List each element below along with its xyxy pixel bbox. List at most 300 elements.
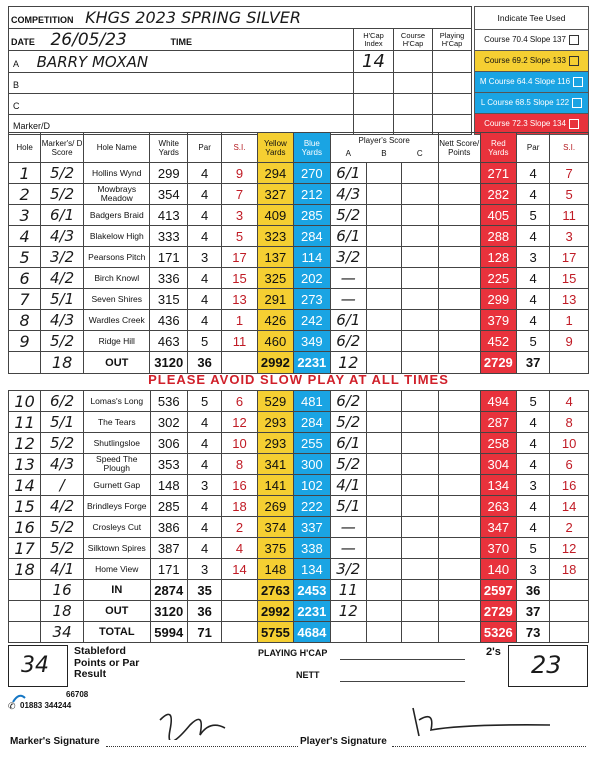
markers-signature-label: Marker's Signature (10, 736, 100, 747)
stableford-score: 34 (21, 653, 49, 678)
col-marker: Marker's/ D Score (41, 133, 84, 163)
stroke-index: 16 (222, 475, 257, 496)
blue-yards: 349 (294, 331, 330, 352)
marker-score: 5/2 (41, 538, 84, 559)
hole-row (9, 391, 589, 412)
player-c-score (402, 454, 438, 475)
phone-number: 01883 344244 (20, 701, 72, 710)
hole-name: Hollins Wynd (84, 163, 150, 184)
red-yards: 347 (480, 517, 516, 538)
hole-number: 11 (9, 412, 41, 433)
nett-score (438, 559, 480, 580)
yellow-yards: 460 (257, 331, 293, 352)
total-row (9, 580, 589, 601)
yellow-yards: 269 (257, 496, 293, 517)
blue-yards: 481 (294, 391, 330, 412)
out-label: OUT (84, 352, 150, 374)
hole-number: 8 (9, 310, 41, 331)
red-yards: 299 (480, 289, 516, 310)
yellow-yards: 327 (257, 184, 293, 205)
player-a-score: 6/2 (330, 391, 366, 412)
yellow-yards: 294 (257, 163, 293, 184)
total-white: 5994 (150, 622, 188, 643)
red-par: 4 (517, 226, 550, 247)
hole-row (9, 205, 589, 226)
red-stroke-index: 3 (550, 226, 589, 247)
nett-score (438, 310, 480, 331)
phone-code: 66708 (66, 690, 89, 699)
total-nett (438, 601, 480, 622)
out-yellow: 2992 (257, 352, 293, 374)
hole-number: 14 (9, 475, 41, 496)
total-white: 2874 (150, 580, 188, 601)
nett-score (438, 289, 480, 310)
col-si: S.I. (222, 133, 257, 163)
player-b-score (366, 184, 401, 205)
white-yards: 299 (150, 163, 188, 184)
total-nett (438, 580, 480, 601)
par: 5 (188, 331, 222, 352)
marker-score: 5/2 (41, 517, 84, 538)
red-stroke-index: 2 (550, 517, 589, 538)
hole-row (9, 268, 589, 289)
hole-name: Birch Knowl (84, 268, 150, 289)
nett-score (438, 205, 480, 226)
date-value: 26/05/23 (50, 29, 127, 50)
hole-row (9, 184, 589, 205)
tee-blue-l[interactable]: L Course 68.5 Slope 122 (475, 93, 589, 114)
player-c-score (402, 496, 438, 517)
marker-score: 4/3 (41, 310, 84, 331)
red-stroke-index: 14 (550, 496, 589, 517)
course-hcap-label: Course H'Cap (394, 29, 433, 51)
nett-score (438, 163, 480, 184)
total-blue: 4684 (294, 622, 330, 643)
white-yards: 171 (150, 247, 188, 268)
yellow-yards: 409 (257, 205, 293, 226)
stroke-index: 10 (222, 433, 257, 454)
red-par: 4 (517, 412, 550, 433)
player-c-score (402, 247, 438, 268)
red-yards: 282 (480, 184, 516, 205)
hole-row (9, 412, 589, 433)
red-stroke-index: 6 (550, 454, 589, 475)
out-red-par: 37 (517, 352, 550, 374)
player-c-score (402, 559, 438, 580)
front-header-row (9, 133, 589, 163)
total-label: OUT (84, 601, 150, 622)
competition-value: KHGS 2023 SPRING SILVER (85, 8, 301, 27)
blue-yards: 338 (294, 538, 330, 559)
white-yards: 536 (150, 391, 188, 412)
total-row (9, 622, 589, 643)
tee-table (474, 6, 589, 135)
col-par2: Par (517, 133, 550, 163)
player-a-score: 3/2 (330, 559, 366, 580)
tee-blue-m[interactable]: M Course 64.4 Slope 116 (475, 72, 589, 93)
player-c-score (402, 412, 438, 433)
tee-white[interactable]: Course 70.4 Slope 137 (475, 30, 589, 51)
player-a-score: 5/2 (330, 412, 366, 433)
col-player: Player's Score A B C (330, 133, 438, 163)
nett-score (438, 433, 480, 454)
nett-score (438, 412, 480, 433)
player-b-score (367, 538, 402, 559)
player-a-score: 5/2 (330, 454, 366, 475)
total-b (367, 601, 402, 622)
blue-yards: 102 (294, 475, 330, 496)
hole-row (9, 517, 589, 538)
total-player-a: 11 (330, 580, 366, 601)
tee-yellow-checkbox[interactable] (569, 56, 579, 66)
player-a-score: 6/2 (330, 331, 366, 352)
red-yards: 452 (480, 331, 516, 352)
hole-row (9, 559, 589, 580)
col-a: A (345, 149, 352, 158)
hole-name: Wardles Creek (84, 310, 150, 331)
col-name: Hole Name (84, 133, 150, 163)
hole-number: 7 (9, 289, 41, 310)
tee-yellow[interactable]: Course 69.2 Slope 133 (475, 51, 589, 72)
total-label: TOTAL (84, 622, 150, 643)
par: 4 (188, 268, 222, 289)
red-stroke-index: 8 (550, 412, 589, 433)
total-blank (9, 622, 41, 643)
red-stroke-index: 7 (550, 163, 589, 184)
player-a-score: 6/1 (330, 163, 366, 184)
hole-name: Badgers Braid (84, 205, 150, 226)
blue-yards: 300 (294, 454, 330, 475)
par: 3 (188, 475, 222, 496)
player-b-score (367, 412, 402, 433)
white-yards: 353 (150, 454, 188, 475)
total-b (367, 580, 402, 601)
hcap-index-value: 14 (354, 51, 394, 73)
total-par: 36 (188, 601, 222, 622)
stroke-index: 7 (222, 184, 257, 205)
hole-name: Gurnett Gap (84, 475, 150, 496)
hole-number: 1 (9, 163, 41, 184)
col-red: Red Yards (480, 133, 516, 163)
marker-score: / (41, 475, 84, 496)
red-par: 4 (517, 268, 550, 289)
red-yards: 140 (480, 559, 516, 580)
row-c-label: C (13, 100, 20, 111)
tee-white-checkbox[interactable] (569, 35, 579, 45)
red-par: 5 (517, 331, 550, 352)
total-blank (9, 601, 41, 622)
col-c: C (416, 149, 423, 158)
white-yards: 413 (150, 205, 188, 226)
red-par: 5 (517, 205, 550, 226)
marker-score: 5/2 (41, 331, 84, 352)
total-yellow: 2992 (257, 601, 293, 622)
hole-row (9, 163, 589, 184)
total-c (402, 580, 438, 601)
twos-label: 2's (486, 646, 501, 658)
total-marker: 34 (41, 622, 84, 643)
player-a-score: 5/1 (330, 496, 366, 517)
out-par: 36 (188, 352, 222, 374)
player-c-score (402, 517, 438, 538)
hole-row (9, 310, 589, 331)
player-a-score: — (330, 517, 366, 538)
par: 4 (188, 226, 222, 247)
red-stroke-index: 13 (550, 289, 589, 310)
red-par: 5 (517, 391, 550, 412)
hole-number: 6 (9, 268, 41, 289)
par: 4 (188, 517, 222, 538)
yellow-yards: 291 (257, 289, 293, 310)
hole-row (9, 454, 589, 475)
tee-red-checkbox[interactable] (569, 119, 579, 129)
marker-signature-scribble (150, 700, 230, 745)
col-blue: Blue Yards (294, 133, 330, 163)
total-si (222, 601, 257, 622)
nett-score (438, 226, 480, 247)
red-yards: 258 (480, 433, 516, 454)
player-c-score (402, 433, 438, 454)
white-yards: 386 (150, 517, 188, 538)
par: 5 (188, 391, 222, 412)
blue-yards: 212 (294, 184, 330, 205)
par: 4 (188, 412, 222, 433)
player-b-score (366, 289, 401, 310)
player-b-score (366, 226, 401, 247)
total-c (402, 622, 438, 643)
white-yards: 333 (150, 226, 188, 247)
white-yards: 387 (150, 538, 188, 559)
player-b-score (367, 517, 402, 538)
par: 4 (188, 454, 222, 475)
marker-score: 5/1 (41, 412, 84, 433)
out-white: 3120 (150, 352, 188, 374)
player-c-score (402, 268, 438, 289)
player-c-score (402, 184, 438, 205)
nett-score (438, 538, 480, 559)
blue-yards: 134 (294, 559, 330, 580)
hole-number: 4 (9, 226, 41, 247)
total-par: 71 (188, 622, 222, 643)
yellow-yards: 375 (257, 538, 293, 559)
hole-number: 5 (9, 247, 41, 268)
total-blue: 2231 (294, 601, 330, 622)
hcap-index-label: H'Cap Index (354, 29, 394, 51)
hole-row (9, 496, 589, 517)
player-c-score (402, 226, 438, 247)
total-row (9, 601, 589, 622)
total-red-si (550, 601, 589, 622)
red-stroke-index: 18 (550, 559, 589, 580)
red-stroke-index: 4 (550, 391, 589, 412)
player-c-score (402, 205, 438, 226)
red-stroke-index: 15 (550, 268, 589, 289)
hole-row (9, 538, 589, 559)
yellow-yards: 374 (257, 517, 293, 538)
player-signature-scribble (405, 700, 555, 745)
red-yards: 271 (480, 163, 516, 184)
front-out-row (9, 352, 589, 374)
col-white: White Yards (150, 133, 188, 163)
hole-name: Brindleys Forge (84, 496, 150, 517)
red-yards: 263 (480, 496, 516, 517)
stroke-index: 14 (222, 559, 257, 580)
yellow-yards: 341 (257, 454, 293, 475)
white-yards: 336 (150, 268, 188, 289)
player-a-score: — (330, 268, 366, 289)
hole-number: 17 (9, 538, 41, 559)
col-par: Par (188, 133, 222, 163)
yellow-yards: 148 (257, 559, 293, 580)
player-a-score: 6/1 (330, 433, 366, 454)
player-b-score (366, 268, 401, 289)
blue-yards: 222 (294, 496, 330, 517)
playing-hcap-label: PLAYING H'CAP (258, 648, 328, 658)
red-par: 4 (517, 163, 550, 184)
red-stroke-index: 11 (550, 205, 589, 226)
hole-name: The Tears (84, 412, 150, 433)
marker-score: 4/3 (41, 226, 84, 247)
player-b-score (367, 559, 402, 580)
nett-score (438, 268, 480, 289)
blue-yards: 285 (294, 205, 330, 226)
white-yards: 463 (150, 331, 188, 352)
stroke-index: 13 (222, 289, 257, 310)
red-par: 4 (517, 496, 550, 517)
stroke-index: 11 (222, 331, 257, 352)
player-b-score (367, 391, 402, 412)
red-yards: 494 (480, 391, 516, 412)
hole-number: 16 (9, 517, 41, 538)
stroke-index: 3 (222, 205, 257, 226)
marker-score: 6/2 (41, 391, 84, 412)
date-label: DATE (11, 36, 35, 47)
twos-box (508, 645, 588, 687)
blue-yards: 273 (294, 289, 330, 310)
player-c-score (402, 310, 438, 331)
player-a-score: 3/2 (330, 247, 366, 268)
stroke-index: 5 (222, 226, 257, 247)
hole-name: Home View (84, 559, 150, 580)
nett-score (438, 184, 480, 205)
hole-number: 15 (9, 496, 41, 517)
total-red: 2729 (480, 601, 516, 622)
total-blue: 2453 (294, 580, 330, 601)
total-par: 35 (188, 580, 222, 601)
hole-name: Blakelow High (84, 226, 150, 247)
hole-row (9, 331, 589, 352)
total-marker: 16 (41, 580, 84, 601)
stroke-index: 12 (222, 412, 257, 433)
red-yards: 288 (480, 226, 516, 247)
marker-score: 4/3 (41, 454, 84, 475)
player-c-score (402, 163, 438, 184)
red-stroke-index: 17 (550, 247, 589, 268)
player-a-score: 6/1 (330, 226, 366, 247)
player-b-score (366, 247, 401, 268)
players-signature-label: Player's Signature (300, 736, 387, 747)
hole-row (9, 289, 589, 310)
hole-row (9, 226, 589, 247)
out-red: 2729 (480, 352, 516, 374)
yellow-yards: 325 (257, 268, 293, 289)
total-red-par: 73 (517, 622, 550, 643)
total-marker: 18 (41, 601, 84, 622)
white-yards: 171 (150, 559, 188, 580)
total-c (402, 601, 438, 622)
player-c-score (402, 331, 438, 352)
player-c-score (402, 538, 438, 559)
nett-score (438, 475, 480, 496)
stroke-index: 4 (222, 538, 257, 559)
red-par: 4 (517, 289, 550, 310)
player-b-score (367, 496, 402, 517)
nett-score (438, 331, 480, 352)
player-c-score (402, 475, 438, 496)
total-red: 5326 (480, 622, 516, 643)
player-a-score: 4/3 (330, 184, 366, 205)
hole-name: Crosleys Cut (84, 517, 150, 538)
total-yellow: 2763 (257, 580, 293, 601)
stroke-index: 9 (222, 163, 257, 184)
player-b-score (367, 454, 402, 475)
player-name: BARRY MOXAN (36, 52, 149, 71)
yellow-yards: 323 (257, 226, 293, 247)
hole-name: Pearsons Pitch (84, 247, 150, 268)
red-yards: 134 (480, 475, 516, 496)
player-a-score: — (330, 289, 366, 310)
tee-red[interactable]: Course 72.3 Slope 134 (475, 114, 589, 135)
tee-blue-m-checkbox[interactable] (573, 77, 583, 87)
hole-name: Speed The Plough (84, 454, 150, 475)
white-yards: 285 (150, 496, 188, 517)
red-yards: 304 (480, 454, 516, 475)
yellow-yards: 426 (257, 310, 293, 331)
marker-score: 4/2 (41, 268, 84, 289)
red-par: 4 (517, 310, 550, 331)
marker-score: 5/2 (41, 184, 84, 205)
total-player-a (330, 622, 366, 643)
col-si2: S.I. (550, 133, 589, 163)
out-player-a: 12 (330, 352, 366, 374)
hole-name: Silktown Spires (84, 538, 150, 559)
nett-label: NETT (296, 670, 320, 680)
player-c-score (402, 289, 438, 310)
nett-score (438, 391, 480, 412)
white-yards: 436 (150, 310, 188, 331)
nett-score (438, 496, 480, 517)
total-yellow: 5755 (257, 622, 293, 643)
red-par: 4 (517, 433, 550, 454)
nett-score (438, 247, 480, 268)
col-nett: Nett Score/ Points (438, 133, 480, 163)
red-par: 5 (517, 538, 550, 559)
total-blank (9, 580, 41, 601)
red-yards: 405 (480, 205, 516, 226)
marker-score: 4/2 (41, 496, 84, 517)
hole-name: Shutlingsloe (84, 433, 150, 454)
player-c-score (402, 391, 438, 412)
hole-number: 10 (9, 391, 41, 412)
par: 4 (188, 163, 222, 184)
tee-blue-l-checkbox[interactable] (572, 98, 582, 108)
yellow-yards: 293 (257, 412, 293, 433)
player-b-score (366, 205, 401, 226)
par: 3 (188, 559, 222, 580)
front-nine-table (8, 132, 589, 374)
total-red-si (550, 622, 589, 643)
par: 4 (188, 184, 222, 205)
